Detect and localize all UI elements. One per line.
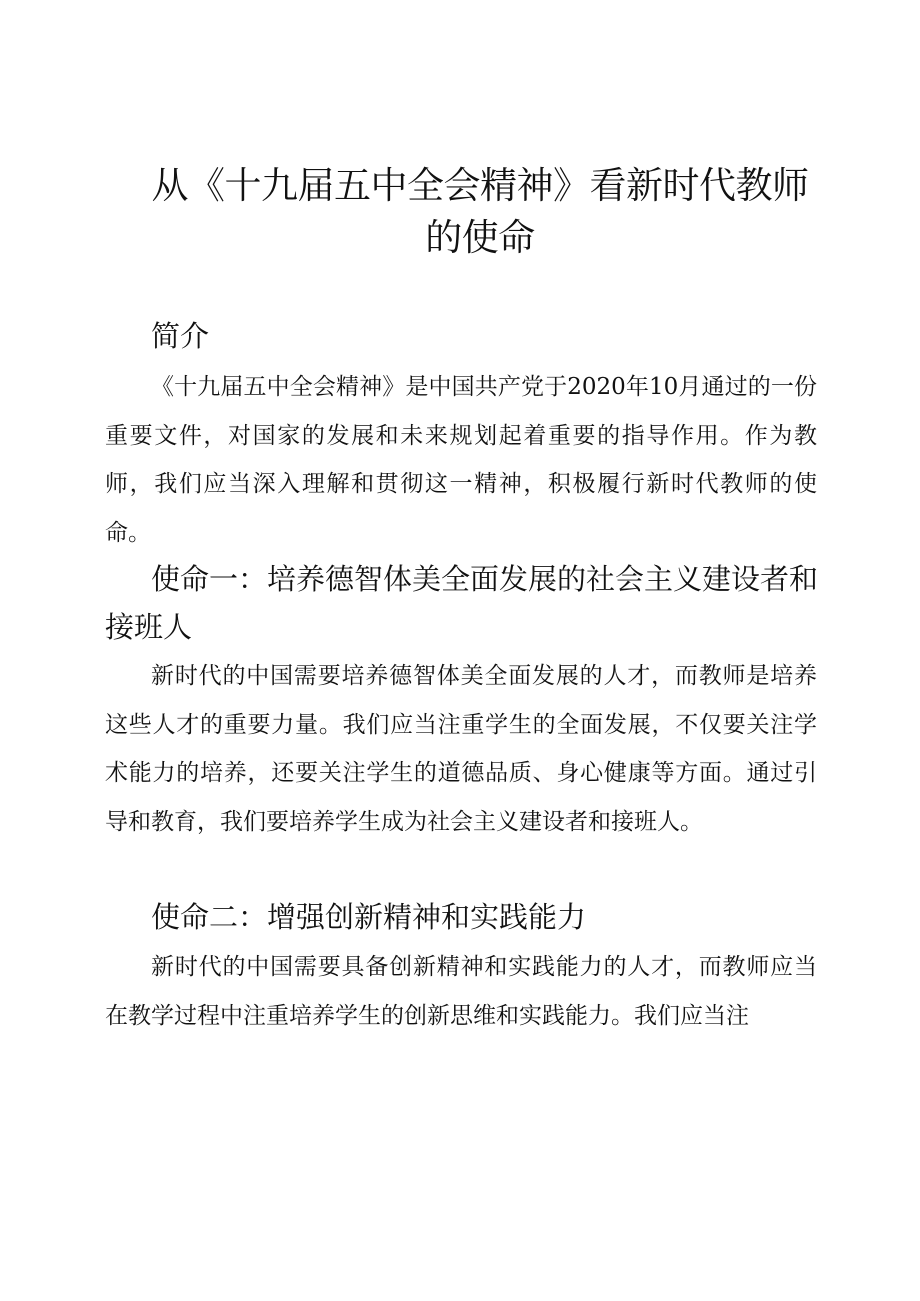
section-body-mission-one: 新时代的中国需要培养德智体美全面发展的人才，而教师是培养这些人才的重要力量。我们应当注重学生的全面发展，不仅要关注学术能力的培养，还要关注学生的道德品质、身心健康等方面。通过引导和教育，我们要培养学生成为社会主义建设者和接班人。: [105, 663, 817, 835]
section-heading-mission-two: 使命二：增强创新精神和实践能力: [151, 900, 587, 934]
section-heading-intro: 简介: [151, 319, 210, 353]
document-title: 从《十九届五中全会精神》看新时代教师的使命: [151, 164, 809, 259]
section-body-mission-two: 新时代的中国需要具备创新精神和实践能力的人才，而教师应当在教学过程中注重培养学生的创新思维和实践能力。我们应当注: [105, 954, 817, 1029]
section-heading-mission-one: 使命一：培养德智体美全面发展的社会主义建设者和接班人: [105, 562, 819, 644]
section-body-intro: 《十九届五中全会精神》是中国共产党于2020年10月通过的一份重要文件，对国家的发展和未来规划起着重要的指导作用。作为教师，我们应当深入理解和贯彻这一精神，积极履行新时代教师的使命。: [105, 374, 817, 546]
